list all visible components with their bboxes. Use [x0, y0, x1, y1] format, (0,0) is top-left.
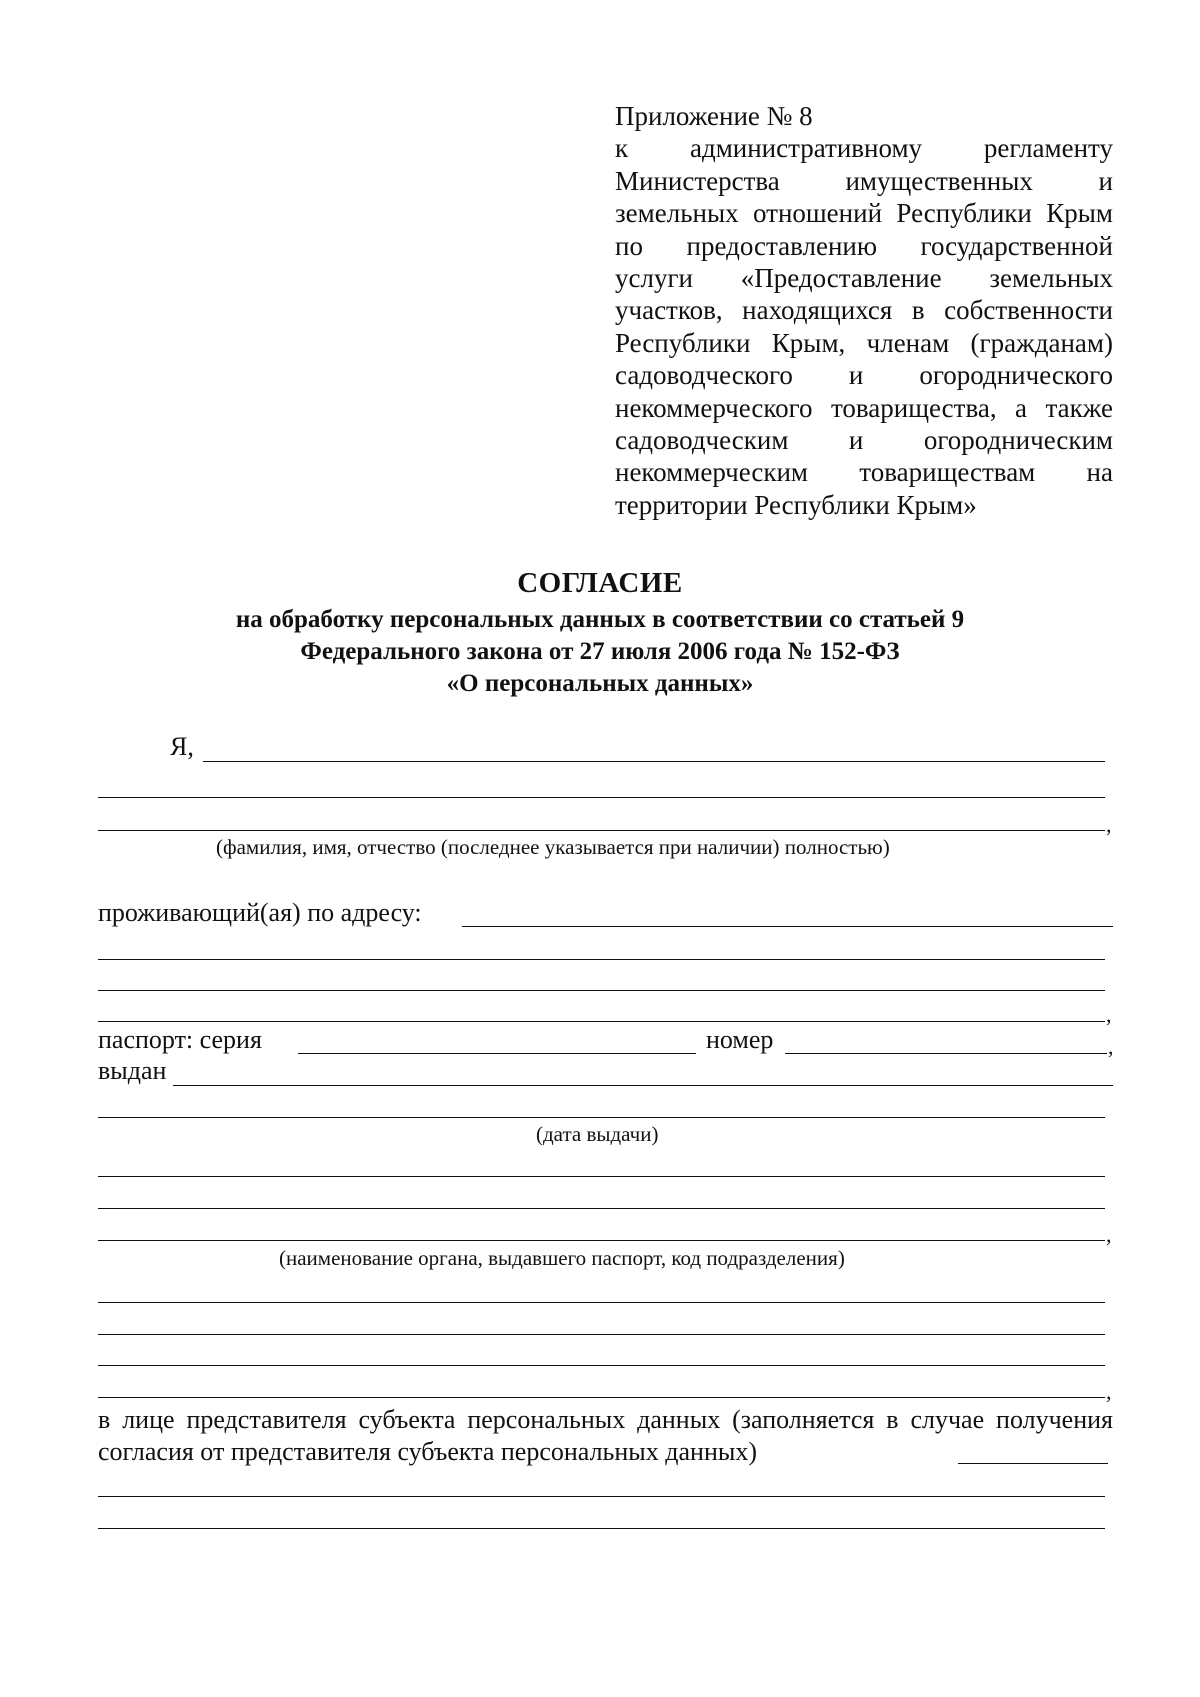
document-subtitle-line-3: «О персональных данных» — [446, 670, 754, 697]
address-field-line-1[interactable] — [462, 926, 1113, 927]
address-field-line-2[interactable] — [98, 959, 1105, 960]
representative-field-line-2[interactable] — [98, 1496, 1105, 1497]
extra-field-line-2[interactable] — [98, 1334, 1105, 1335]
extra-field-line-3[interactable] — [98, 1365, 1105, 1366]
extra-field-line-4[interactable] — [98, 1397, 1105, 1398]
issuer-field-line-1[interactable] — [98, 1176, 1105, 1177]
fio-field-line-3[interactable] — [98, 830, 1105, 831]
fio-field-line-2[interactable] — [98, 797, 1105, 798]
passport-series-label: паспорт: серия — [98, 1025, 262, 1054]
appendix-title: Приложение № 8 — [615, 101, 813, 131]
issuer-comma: , — [1106, 1222, 1112, 1247]
issue-date-field[interactable] — [98, 1117, 1105, 1118]
extra-field-line-1[interactable] — [98, 1302, 1105, 1303]
issuer-field-line-3[interactable] — [98, 1240, 1105, 1241]
issuer-field-line-2[interactable] — [98, 1208, 1105, 1209]
fio-caption: (фамилия, имя, отчество (последнее указывается при наличии) полностью) — [216, 835, 890, 859]
fio-comma: , — [1106, 812, 1112, 837]
representative-text: в лице представителя субъекта персональных данных (заполняется в случае получения согласия от представителя субъекта персональных данных) — [98, 1405, 1113, 1466]
representative-field-line-1[interactable] — [958, 1463, 1108, 1464]
extra-comma: , — [1106, 1379, 1112, 1404]
fio-field-line-1[interactable] — [203, 761, 1105, 762]
passport-comma: , — [1108, 1034, 1114, 1059]
appendix-text: к административному регламенту Министерства имущественных и земельных отношений Республики Крым по предоставлению государственной услуги «Предоставление земельных участков, находящихся в собственности Республики Крым, членам (гражданам) садоводческого и огороднического некоммерческого товарищества, а также садоводческим и огородническим некоммерческим товариществам на территории Республики Крым» — [615, 133, 1113, 520]
document-subtitle-line-2: Федерального закона от 27 июля 2006 года № 152-ФЗ — [300, 638, 900, 665]
appendix-block — [615, 100, 1113, 521]
address-comma: , — [1106, 1002, 1112, 1027]
address-label: проживающий(ая) по адресу: — [98, 898, 422, 927]
issued-label: выдан — [98, 1056, 167, 1085]
passport-series-field[interactable] — [298, 1053, 696, 1054]
passport-number-field[interactable] — [785, 1053, 1107, 1054]
document-title: СОГЛАСИЕ — [517, 567, 683, 599]
issue-date-caption: (дата выдачи) — [536, 1122, 659, 1146]
address-field-line-3[interactable] — [98, 990, 1105, 991]
passport-number-label: номер — [706, 1025, 774, 1054]
issuer-caption: (наименование органа, выдавшего паспорт, код подразделения) — [279, 1246, 845, 1270]
address-field-line-4[interactable] — [98, 1021, 1105, 1022]
representative-field-line-3[interactable] — [98, 1528, 1105, 1529]
i-label: Я, — [170, 732, 194, 761]
issued-field-line-1[interactable] — [173, 1085, 1113, 1086]
document-subtitle-line-1: на обработку персональных данных в соответствии со статьей 9 — [235, 606, 965, 633]
